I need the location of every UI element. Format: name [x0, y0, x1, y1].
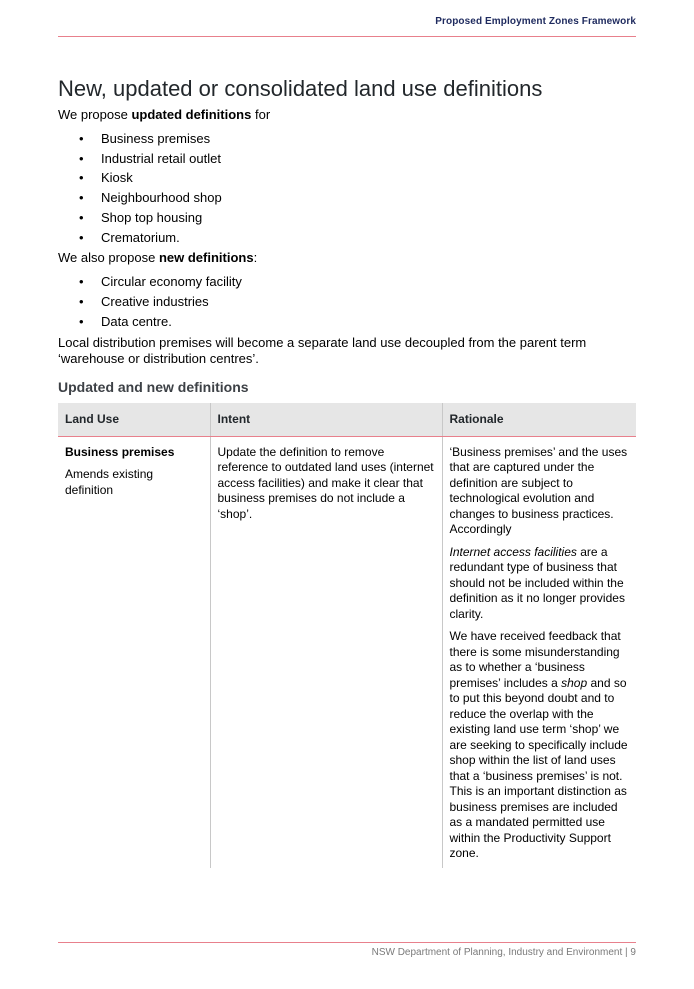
rationale-paragraph-3: [450, 629, 630, 862]
land-use-name: Business premises: [65, 444, 175, 459]
intro-bold: updated definitions: [131, 107, 252, 122]
rationale-3-italic: shop: [561, 675, 588, 690]
list-item: • Kiosk: [58, 168, 636, 188]
intro-suffix: for: [251, 107, 271, 122]
column-header-rationale: Rationale: [442, 403, 636, 436]
list-item: • Circular economy facility: [58, 272, 636, 292]
intent-cell: [210, 436, 442, 868]
list-item: • Data centre.: [58, 312, 636, 332]
list-item: • Neighbourhood shop: [58, 188, 636, 208]
new-definitions-list: [58, 272, 636, 331]
list-item: • Shop top housing: [58, 208, 636, 228]
land-use-cell: [58, 436, 210, 868]
rationale-3-a: We have received feedback that there is some misunderstanding as to whether a ‘business premises’ includes a: [449, 629, 621, 690]
rationale-2-rest: are a redundant type of business that should not be included within the definition as it no longer provides clarity.: [449, 544, 625, 621]
intent-text: Update the definition to remove reference to outdated land uses (internet access facilities) and make it clear that business premises do not include a ‘shop’.: [217, 444, 434, 521]
rationale-paragraph-1: ‘Business premises’ and the uses that are captured under the definition are subject to technological evolution and changes to business practices. Accordingly: [449, 444, 628, 537]
rationale-cell: [442, 436, 636, 868]
list-item: • Business premises: [58, 129, 636, 149]
intro-paragraph: [58, 107, 636, 123]
page-heading: New, updated or consolidated land use definitions: [58, 76, 543, 101]
column-header-intent: Intent: [210, 403, 442, 436]
footer-text: NSW Department of Planning, Industry and Environment | 9: [371, 947, 636, 958]
land-use-note: Amends existing definition: [65, 467, 154, 497]
rationale-2-italic: Internet access facilities: [449, 544, 577, 559]
also-bold: new definitions: [158, 250, 254, 266]
main-content: [58, 76, 636, 868]
table-header-row: [58, 403, 636, 436]
updated-definitions-list: [58, 129, 636, 247]
also-suffix: :: [253, 250, 258, 266]
list-item: • Crematorium.: [58, 228, 636, 248]
list-item: • Creative industries: [58, 292, 636, 312]
list-item: • Industrial retail outlet: [58, 149, 636, 169]
intro-prefix: We propose: [58, 107, 132, 122]
table-row: [58, 436, 636, 868]
rationale-3-b: and so to put this beyond doubt and to reduce the overlap with the existing land use term ‘shop’ we are seeking to specifically include shop within the list of land uses that a ‘business premises’ is not. This is an important distinction as business premises are included as a mandated permitted use within the Productivity Support zone.: [449, 675, 628, 861]
table-subheading: Updated and new definitions: [58, 379, 249, 396]
definitions-table: [58, 403, 636, 868]
also-paragraph: [58, 250, 636, 266]
rationale-paragraph-2: [450, 545, 630, 623]
column-header-land-use: Land Use: [58, 403, 210, 436]
page-header: [58, 0, 636, 37]
local-distribution-paragraph: Local distribution premises will become a separate land use decoupled from the parent term ‘warehouse or distribution centres’.: [58, 335, 587, 367]
page-footer: [58, 942, 636, 958]
also-prefix: We also propose: [58, 250, 159, 266]
header-title: Proposed Employment Zones Framework: [435, 16, 636, 27]
